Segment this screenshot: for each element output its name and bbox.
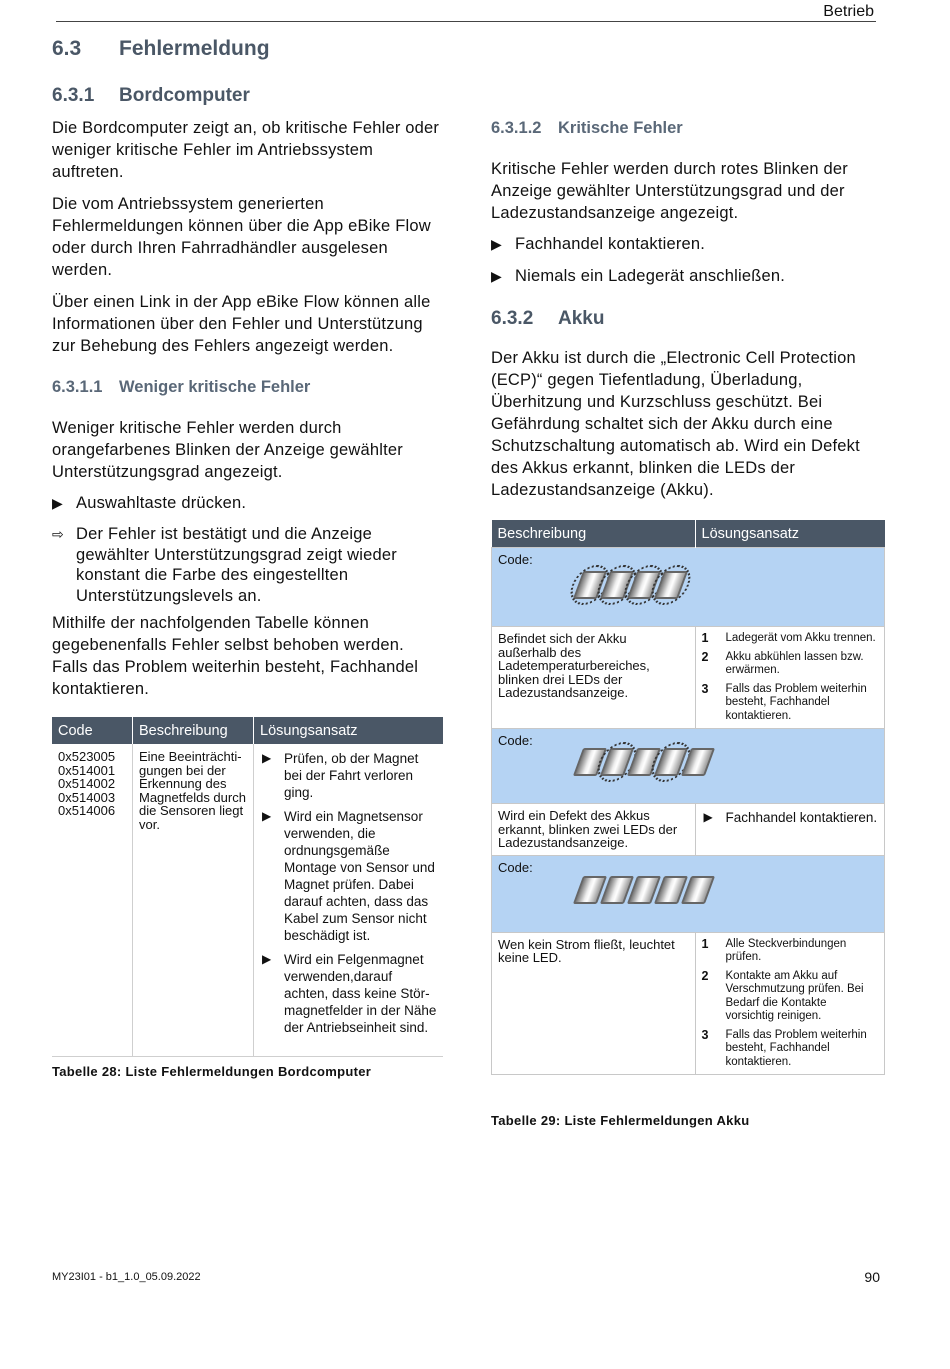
- instruction-step: [491, 266, 885, 287]
- column-header: Beschreibung: [492, 520, 696, 548]
- column-header: Lösungsansatz: [254, 717, 444, 744]
- solution-item: [260, 808, 437, 944]
- solution-text: Wird ein Felgenmagnet verwenden,darauf achten, dass keine Stör-magnetfelder in der Nähe der Antriebseinheit sind.: [284, 952, 437, 1035]
- table-row: [492, 932, 885, 1075]
- paragraph: Der Akku ist durch die „Electronic Cell Protection (ECP)“ gegen Tiefentladung, Überladung, Überhitzung und Kurzschluss geschützt. Bei Gefährdung schaltet sich der Akku durch eine Schutzschaltung automatisch ab. Wird ein Defekt des Akkus erkannt, blinken die LEDs der Ladezustandsanzeige (Akku).: [491, 349, 860, 499]
- triangle-bullet-icon: ▶: [491, 236, 502, 252]
- description-cell: Befindet sich der Akku außerhalb des Ladetemperaturbereiches, blinken drei LEDs der Ladezustandsanzeige.: [492, 627, 696, 729]
- step-text: Fachhandel kontaktieren.: [515, 235, 706, 253]
- led-indicator: [578, 876, 878, 904]
- column-header: Lösungsansatz: [695, 520, 885, 548]
- paragraph: Die vom Antriebssystem generierten Fehlermeldungen können über die App eBike Flow oder durch Ihren Fahrradhändler ausgelesen werden.: [52, 195, 431, 279]
- code-cell: [492, 729, 885, 804]
- triangle-bullet-icon: ▶: [491, 268, 502, 284]
- solution-cell: [695, 804, 885, 856]
- solution-cell: [254, 744, 444, 1057]
- triangle-bullet-icon: ▶: [262, 809, 272, 823]
- solution-text: Wird ein Magnetsensor verwenden, die ordnungsgemäße Montage von Sensor und Magnet prüfen. Dabei darauf achten, dass das Kabel zum Sensor nicht beschädigt ist.: [284, 809, 435, 943]
- error-code: 0x514006: [58, 803, 116, 818]
- numbered-step: [702, 938, 879, 965]
- right-column: [491, 119, 885, 501]
- table-29: [491, 520, 885, 1075]
- heading-number: 6.3.1.2: [491, 119, 542, 137]
- table-row: [492, 627, 885, 729]
- code-label: Code:: [498, 733, 533, 748]
- paragraph: Weniger kritische Fehler werden durch orangefarbenes Blinken der Anzeige gewählter Unterstützungsgrad angezeigt.: [52, 419, 403, 481]
- heading-title: Fehlermeldung: [119, 37, 270, 60]
- code-row: [492, 729, 885, 804]
- paragraph: Über einen Link in der App eBike Flow können alle Informationen über den Fehler und Unterstützung zur Behebung des Fehlers angezeigt werden.: [52, 293, 431, 355]
- table-header-row: [52, 717, 443, 744]
- heading-title: Weniger kritische Fehler: [119, 378, 311, 396]
- step-text: Ladegerät vom Akku trennen.: [725, 632, 876, 644]
- solution-text: Prüfen, ob der Magnet bei der Fahrt verloren ging.: [284, 751, 419, 800]
- left-column: [52, 117, 444, 700]
- table-header-row: [492, 520, 885, 548]
- page-number: 90: [864, 1269, 880, 1285]
- paragraph: Kritische Fehler werden durch rotes Blinken der Anzeige gewählter Unterstützungsgrad und der Ladezustandsanzeige angezeigt.: [491, 160, 848, 222]
- table-28-caption: Tabelle 28: Liste Fehlermeldungen Bordcomputer: [52, 1064, 372, 1079]
- step-number: 1: [701, 936, 709, 951]
- header-rule: [56, 21, 876, 22]
- solution-text: Fachhandel kontaktieren.: [725, 810, 878, 825]
- numbered-step: [702, 632, 879, 646]
- step-text: Akku abkühlen lassen bzw. erwärmen.: [725, 650, 864, 676]
- triangle-bullet-icon: ▶: [262, 751, 272, 765]
- heading-number: 6.3.1: [52, 85, 95, 106]
- solution-item: [260, 951, 437, 1036]
- step-text: Niemals ein Ladegerät anschließen.: [515, 267, 786, 285]
- step-text: Alle Steckverbindungen prüfen.: [725, 937, 847, 963]
- led-indicator: [578, 748, 878, 776]
- error-code: 0x514001: [58, 762, 116, 778]
- result-step: [52, 524, 444, 606]
- paragraph: Mithilfe der nachfolgenden Tabelle können gegebenenfalls Fehler selbst behoben werden. Falls das Problem weiterhin besteht, Fachhandel kontaktieren.: [52, 614, 419, 698]
- code-label: Code:: [498, 859, 533, 875]
- step-text: Falls das Problem weiterhin besteht, Fachhandel kontaktieren.: [725, 682, 867, 722]
- code-cell: [492, 548, 885, 627]
- footer-doc-id: MY23I01 - b1_1.0_05.09.2022: [52, 1271, 201, 1283]
- error-code: 0x514002: [58, 776, 116, 791]
- step-text: Kontakte am Akku auf Verschmutzung prüfen. Bei Bedarf die Kontakte vorsichtig reinigen.: [725, 969, 864, 1022]
- table-row: [52, 744, 443, 1057]
- solution-item: [260, 750, 437, 801]
- step-number: 2: [701, 968, 709, 983]
- heading-title: Kritische Fehler: [558, 119, 683, 137]
- table-29-caption: Tabelle 29: Liste Fehlermeldungen Akku: [491, 1113, 750, 1128]
- numbered-step: [702, 651, 879, 678]
- column-header: Beschreibung: [133, 717, 254, 744]
- heading-number: 6.3.1.1: [52, 378, 103, 396]
- step-text: Auswahltaste drücken.: [76, 494, 247, 512]
- numbered-step: [702, 970, 879, 1024]
- table-28: [52, 717, 443, 1057]
- solution-cell: [695, 627, 885, 729]
- step-number: 3: [701, 681, 709, 696]
- solution-cell: [695, 932, 885, 1075]
- column-header: Code: [52, 717, 133, 744]
- triangle-bullet-icon: ▶: [703, 810, 713, 824]
- heading-6-3-1: [52, 85, 250, 107]
- heading-number: 6.3.2: [491, 308, 534, 329]
- code-label: Code:: [498, 552, 533, 567]
- code-row: [492, 855, 885, 932]
- code-row: [492, 548, 885, 627]
- paragraph: Die Bordcomputer zeigt an, ob kritische Fehler oder weniger kritische Fehler im Antriebssystem auftreten.: [52, 119, 440, 181]
- table-row: [492, 804, 885, 856]
- heading-6-3: [52, 37, 270, 61]
- step-number: 2: [701, 649, 709, 664]
- description-cell: Eine Beeinträchti-gungen bei der Erkennung des Magnetfelds durch die Sensoren liegt vor.: [133, 744, 254, 1057]
- triangle-bullet-icon: ▶: [52, 495, 63, 511]
- step-text: Falls das Problem weiterhin besteht, Fachhandel kontaktieren.: [725, 1028, 867, 1068]
- heading-6-3-1-1: [52, 378, 444, 397]
- heading-title: Akku: [558, 308, 605, 329]
- led-indicator: [578, 571, 878, 599]
- description-cell: Wen kein Strom fließt, leuchtet keine LED.: [492, 932, 696, 1075]
- numbered-step: [702, 683, 879, 724]
- instruction-step: [52, 493, 444, 514]
- step-number: 1: [701, 631, 709, 645]
- step-number: 3: [701, 1027, 709, 1042]
- header-section: Betrieb: [823, 3, 874, 20]
- heading-title: Bordcomputer: [119, 85, 250, 106]
- result-arrow-icon: ⇨: [52, 526, 64, 542]
- description-cell: Wird ein Defekt des Akkus erkannt, blinken zwei LEDs der Ladezustandsanzeige.: [492, 804, 696, 856]
- heading-number: 6.3: [52, 37, 82, 60]
- solution-item: [702, 809, 879, 826]
- result-text: Der Fehler ist bestätigt und die Anzeige gewählter Unterstützungsgrad zeigt wieder konstant die Farbe des eingestellten Unterstützungslevels an.: [76, 525, 397, 605]
- numbered-step: [702, 1029, 879, 1070]
- heading-6-3-2: [491, 308, 885, 330]
- heading-6-3-1-2: [491, 119, 885, 138]
- error-code: 0x523005: [58, 749, 116, 764]
- instruction-step: [491, 234, 885, 255]
- led-blinking-icon: [654, 571, 688, 599]
- triangle-bullet-icon: ▶: [262, 952, 272, 966]
- code-cell: [492, 855, 885, 932]
- error-code: 0x514003: [58, 789, 116, 805]
- code-cell: [52, 744, 133, 1057]
